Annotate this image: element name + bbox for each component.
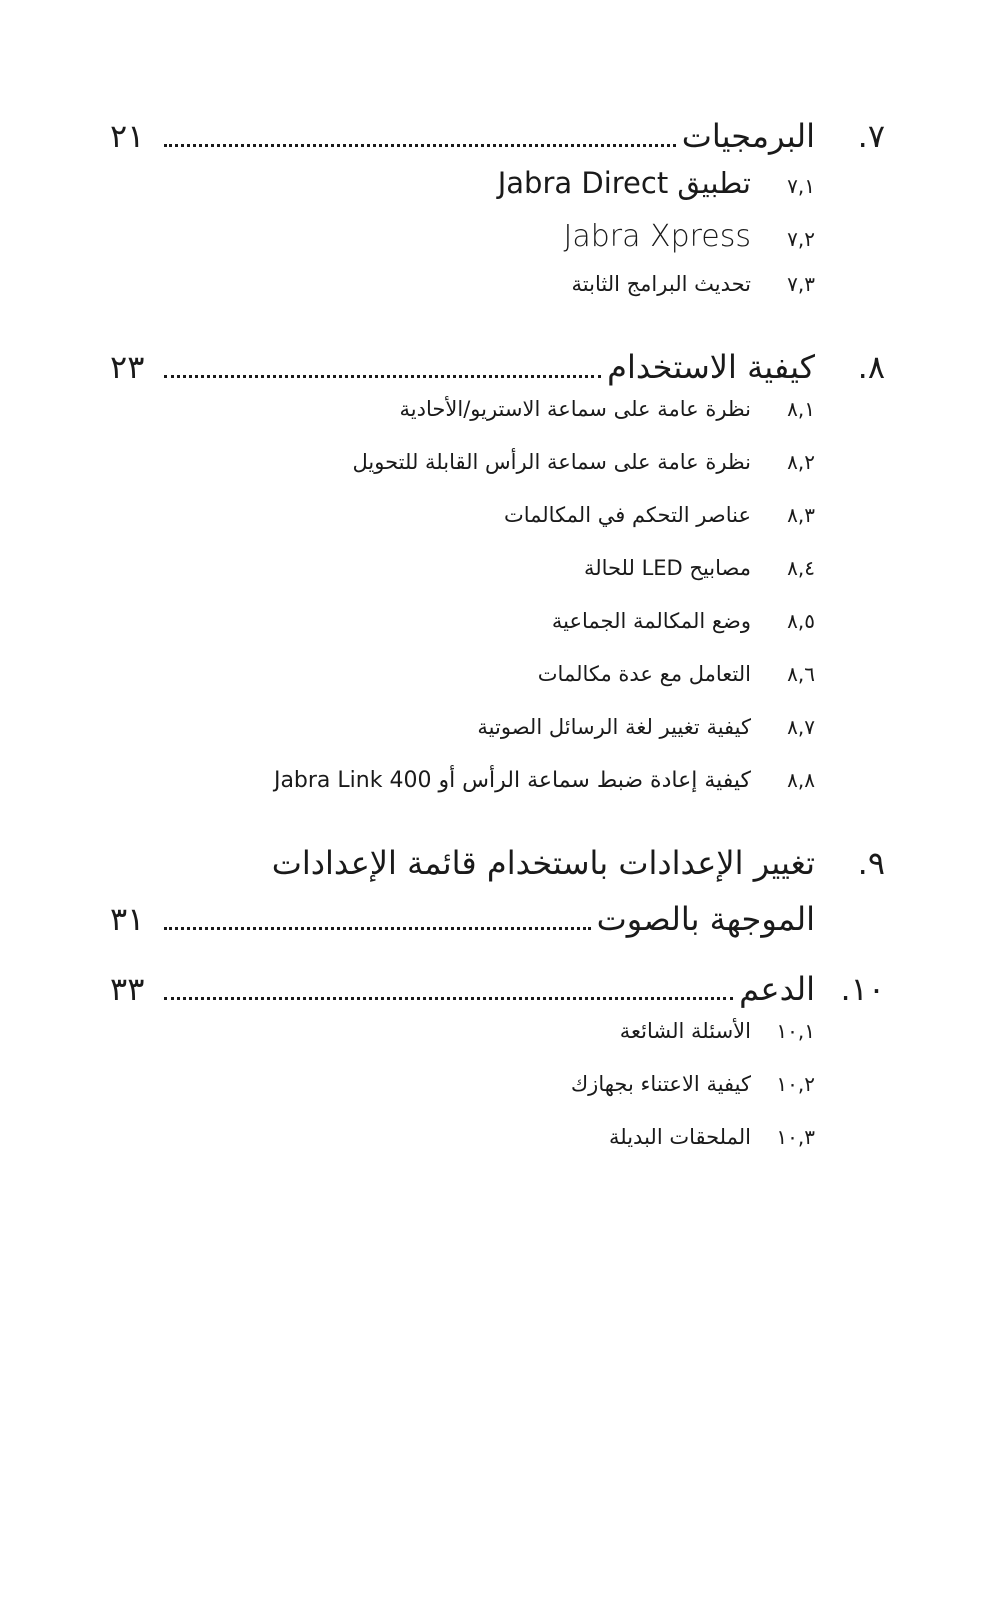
subsection-number: ٧,١ [787, 174, 815, 198]
section-body [110, 835, 815, 947]
toc-subsection[interactable] [110, 450, 815, 503]
dot-leader [164, 375, 601, 378]
toc-section-8[interactable] [110, 339, 885, 821]
subsection-number: ٨,٢ [787, 450, 815, 474]
section-number: .٨ [857, 348, 885, 386]
page-number: ٢٣ [110, 348, 145, 386]
subsection-number: ١٠,٣ [776, 1125, 815, 1149]
dot-leader [164, 144, 676, 147]
section-body [110, 108, 815, 325]
section-body [110, 339, 815, 821]
section-body [110, 961, 815, 1178]
section-title: الدعم [739, 970, 815, 1008]
subsection-title: عناصر التحكم في المكالمات [503, 503, 751, 527]
subsection-title: Jabra Xpress [563, 219, 751, 254]
toc-subsection[interactable] [110, 556, 815, 609]
toc-subsection[interactable] [110, 219, 815, 272]
subsection-title: كيفية إعادة ضبط سماعة الرأس أو Jabra Link 400 [273, 768, 751, 793]
subsection-title: كيفية تغيير لغة الرسائل الصوتية [477, 715, 751, 739]
section-number: .٧ [857, 117, 885, 155]
subsection-number: ٧,٣ [787, 272, 815, 296]
subsection-title: نظرة عامة على سماعة الرأس القابلة للتحويل [352, 450, 751, 474]
section-heading-line [110, 961, 815, 1017]
section-number: .٩ [857, 844, 885, 882]
subsection-number: ٨,٧ [787, 715, 815, 739]
toc-subsection[interactable] [110, 272, 815, 325]
toc-subsection[interactable] [110, 715, 815, 768]
subsection-number: ١٠,١ [776, 1019, 815, 1043]
page-number: ٣١ [110, 900, 145, 938]
section-title: البرمجيات [681, 117, 815, 155]
subsection-title: الملحقات البديلة [609, 1125, 751, 1149]
toc-subsection[interactable] [110, 166, 815, 219]
subsection-number: ٨,٨ [787, 768, 815, 792]
subsection-number: ٨,٤ [787, 556, 815, 580]
toc-subsection[interactable] [110, 1125, 815, 1178]
subsection-title: تطبيق Jabra Direct [497, 166, 751, 200]
section-number: .١٠ [840, 970, 885, 1008]
subsection-number: ١٠,٢ [776, 1072, 815, 1096]
subsection-list [110, 397, 815, 821]
subsection-number: ٨,٥ [787, 609, 815, 633]
toc-subsection[interactable] [110, 397, 815, 450]
toc-subsection[interactable] [110, 1019, 815, 1072]
section-heading-line [110, 339, 815, 395]
subsection-number: ٨,٦ [787, 662, 815, 686]
toc-section-7[interactable] [110, 108, 885, 325]
page-number: ٣٣ [110, 970, 145, 1008]
subsection-number: ٧,٢ [787, 227, 815, 251]
toc-subsection[interactable] [110, 662, 815, 715]
toc-section-10[interactable] [110, 961, 885, 1178]
table-of-contents [110, 108, 885, 1178]
dot-leader [164, 927, 591, 930]
section-title: كيفية الاستخدام [607, 348, 815, 386]
subsection-list [110, 166, 815, 325]
toc-section-9[interactable] [110, 835, 885, 947]
subsection-number: ٨,٣ [787, 503, 815, 527]
subsection-title: كيفية الاعتناء بجهازك [570, 1072, 751, 1096]
toc-subsection[interactable] [110, 609, 815, 662]
subsection-title: مصابيح LED للحالة [583, 556, 751, 580]
toc-subsection[interactable] [110, 503, 815, 556]
toc-subsection[interactable] [110, 768, 815, 821]
subsection-list [110, 1019, 815, 1178]
section-heading-line [110, 891, 815, 947]
subsection-title: تحديث البرامج الثابتة [571, 272, 751, 296]
toc-subsection[interactable] [110, 1072, 815, 1125]
subsection-title: وضع المكالمة الجماعية [551, 609, 751, 633]
section-title-line-2: الموجهة بالصوت [596, 900, 815, 938]
page-number: ٢١ [110, 117, 145, 155]
section-heading-line [110, 108, 815, 164]
dot-leader [164, 997, 733, 1000]
subsection-title: الأسئلة الشائعة [619, 1019, 751, 1043]
subsection-number: ٨,١ [787, 397, 815, 421]
subsection-title: التعامل مع عدة مكالمات [537, 662, 751, 686]
section-title-line-1: تغيير الإعدادات باستخدام قائمة الإعدادات [271, 844, 815, 882]
subsection-title: نظرة عامة على سماعة الاستريو/الأحادية [399, 397, 751, 421]
